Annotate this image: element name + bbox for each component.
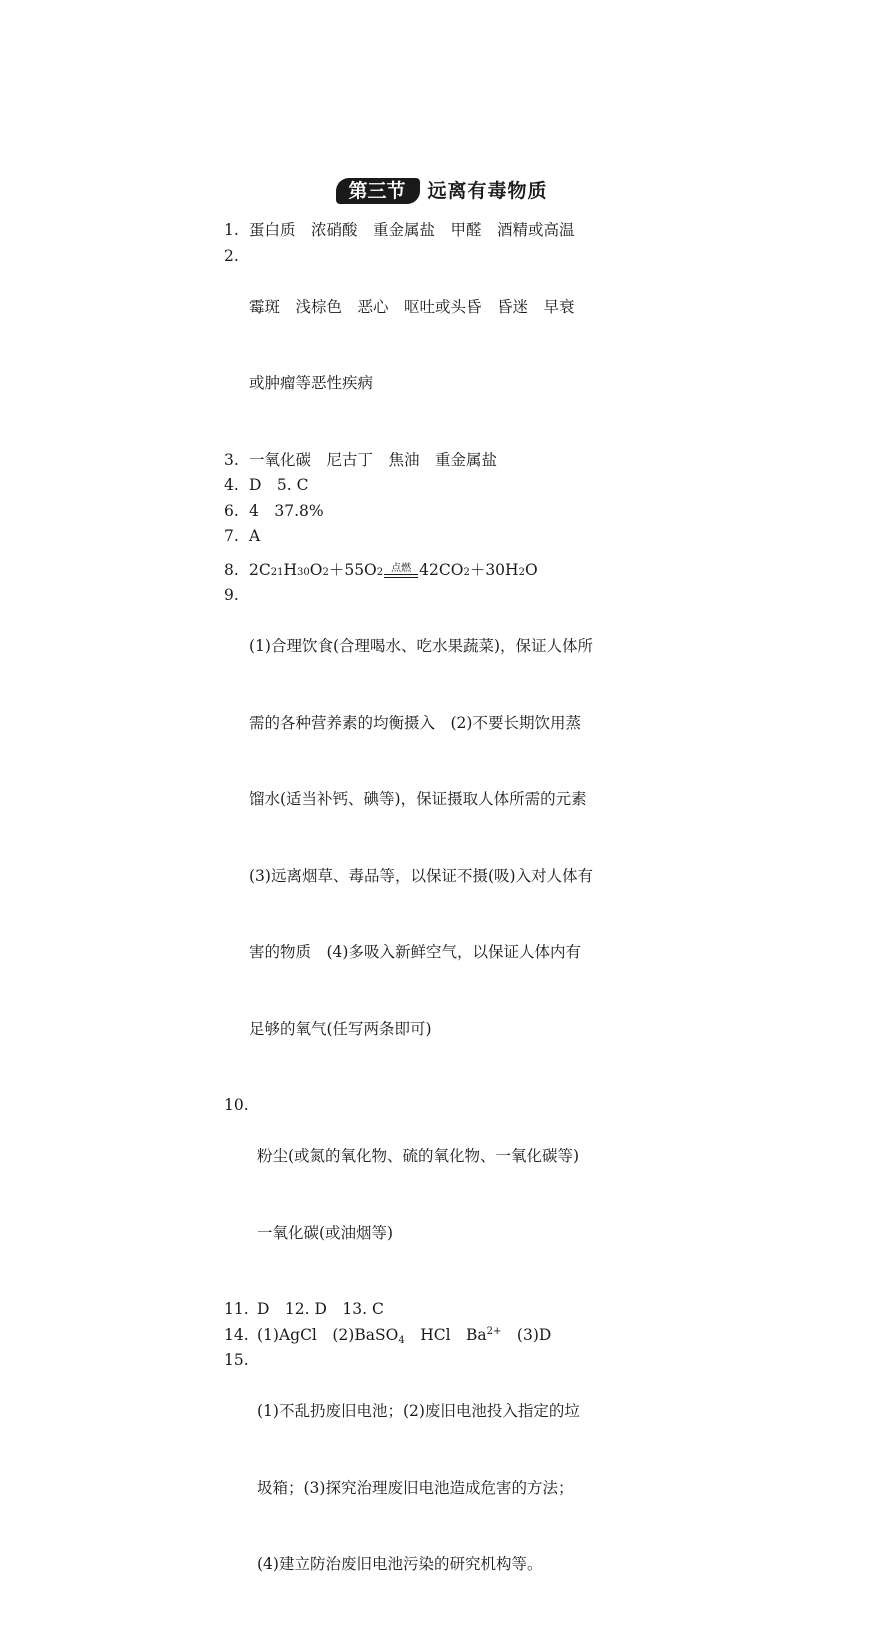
answer-number: 14. <box>224 1325 249 1344</box>
double-line <box>384 574 418 578</box>
answer-text <box>257 1323 644 1349</box>
answer-item <box>224 473 644 499</box>
answer-item <box>224 1093 644 1297</box>
answer-item <box>224 1348 644 1629</box>
answer-number: 7. <box>224 527 239 545</box>
answer-text: D 12. D 13. C <box>257 1300 384 1318</box>
answer-number: 1. <box>224 221 239 239</box>
answer-text: (1)不乱扔废旧电池；(2)废旧电池投入指定的垃 <box>257 1402 580 1420</box>
answer-item <box>224 448 644 474</box>
answer-text: 足够的氧气(任写两条即可) <box>249 1019 432 1038</box>
answer-number: 4. <box>224 476 239 494</box>
answer-text: (4)建立防治废旧电池污染的研究机构等。 <box>257 1555 543 1573</box>
answer-text: 或肿瘤等恶性疾病 <box>249 374 374 392</box>
answer-item <box>224 1323 644 1349</box>
formula-part: 2C <box>249 560 271 579</box>
answer-number: 3. <box>224 450 239 469</box>
answer-text: 4 37.8% <box>249 501 324 520</box>
answer-item <box>224 1297 644 1323</box>
answer-item <box>224 524 644 550</box>
formula-part: H <box>283 560 297 579</box>
section-title: 远离有毒物质 <box>427 180 548 202</box>
answer-text: (3)远离烟草、毒品等，以保证不摄(吸)入对人体有 <box>249 866 594 885</box>
answer-item <box>224 218 644 244</box>
answer-number: 6. <box>224 501 239 520</box>
section-header <box>0 178 884 204</box>
answer-item <box>224 244 644 448</box>
answer-text: (1)合理饮食(合理喝水、吃水果蔬菜)，保证人体所 <box>249 637 594 655</box>
formula-part: O <box>309 560 323 579</box>
answer-number: 10. <box>224 1096 249 1114</box>
answer-part: (3)D <box>501 1325 552 1344</box>
formula-part: 42CO <box>419 560 464 579</box>
answer-text: 圾箱；(3)探究治理废旧电池造成危害的方法； <box>257 1478 574 1497</box>
formula-part: ＋55O <box>328 560 377 579</box>
section-badge: 第三节 <box>336 178 419 204</box>
answer-text: 粉尘(或氮的氧化物、硫的氧化物、一氧化碳等) <box>257 1147 580 1165</box>
answer-text: 蛋白质 浓硝酸 重金属盐 甲醛 酒精或高温 <box>249 221 575 239</box>
answer-part: (1)AgCl (2)BaSO <box>257 1325 399 1344</box>
answer-item <box>224 558 644 584</box>
answer-number: 2. <box>224 246 239 265</box>
answer-text: 霉斑 浅棕色 恶心 呕吐或头昏 昏迷 早衰 <box>249 297 575 316</box>
answer-text: 一氧化碳 尼古丁 焦油 重金属盐 <box>249 450 498 469</box>
answer-number: 11. <box>224 1300 249 1318</box>
answer-text: 一氧化碳(或油烟等) <box>257 1223 394 1242</box>
reaction-arrow <box>384 563 418 578</box>
answer-part: HCl Ba <box>404 1325 487 1344</box>
formula-superscript: 2+ <box>486 1325 502 1337</box>
answer-list <box>224 218 644 1629</box>
formula-part: ＋30H <box>469 560 519 579</box>
answer-item <box>224 499 644 525</box>
answer-text: 害的物质 (4)多吸入新鲜空气，以保证人体内有 <box>249 943 581 961</box>
formula-subscript: 4 <box>398 1334 405 1346</box>
answer-text: 馏水(适当补钙、碘等)，保证摄取人体所需的元素 <box>249 790 587 808</box>
answer-text: 需的各种营养素的均衡摄入 (2)不要长期饮用蒸 <box>249 713 581 732</box>
answer-text: D 5. C <box>249 476 309 494</box>
answer-number: 15. <box>224 1351 249 1369</box>
answer-text: A <box>249 527 261 545</box>
answer-number: 8. <box>224 560 239 579</box>
formula-part: O <box>524 560 538 579</box>
chemical-equation: 2C 21 H 30 O 2 ＋55O 2 点燃 42CO 2 ＋30H 2 O <box>249 558 644 584</box>
answer-number: 9. <box>224 586 239 604</box>
answer-item <box>224 583 644 1093</box>
reaction-condition: 点燃 <box>391 562 412 574</box>
